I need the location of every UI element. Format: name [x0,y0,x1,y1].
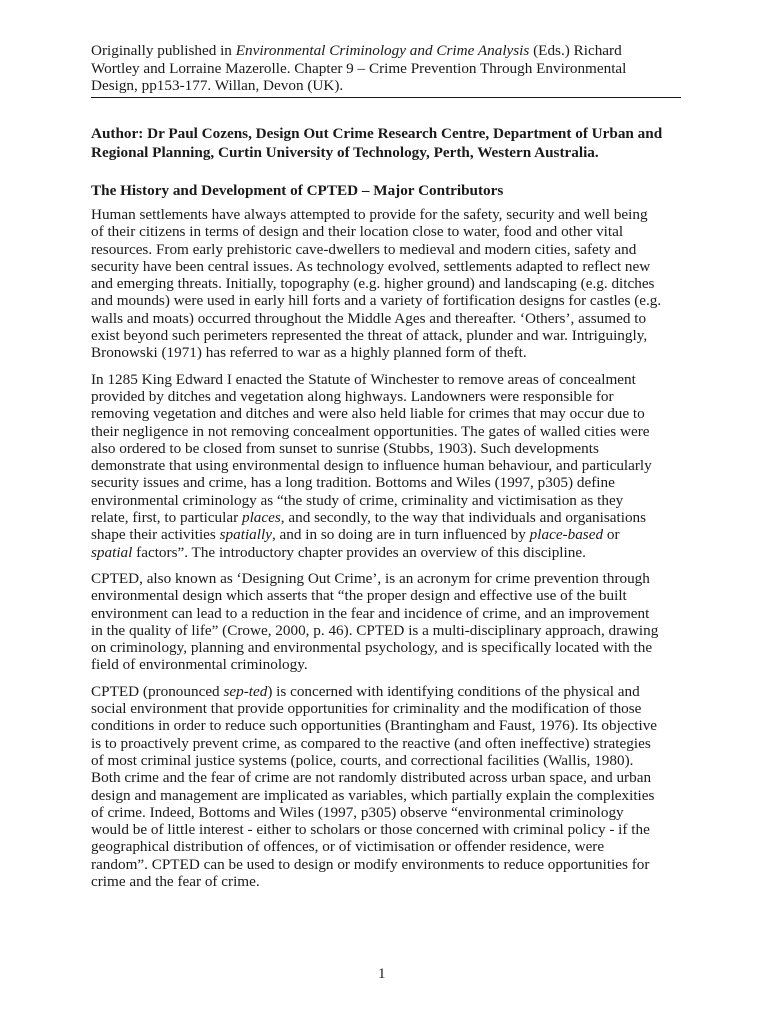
text-line: CPTED (pronounced sep-ted) is concerned with identifying conditions of the physical and [91,682,640,700]
emphasis: places [241,509,281,527]
header-line: Design, pp153-177. Willan, Devon (UK). [91,77,344,95]
text-line: and emerging threats. Initially, topography (e.g. higher ground) and landscaping (e.g. ditches [91,275,655,293]
emphasis: place-based [529,526,604,544]
body-text [91,206,686,890]
text-line: also ordered to be closed from sunset to sunrise (Stubbs, 1903). Such developments [91,439,599,457]
publication-header [91,42,681,98]
text-line: of most criminal justice systems (police, courts, and correctional facilities (Wallis, 1980). [91,751,634,769]
text-line: security have been central issues. As technology evolved, settlements adapted to reflect new [91,257,651,275]
text-line: In 1285 King Edward I enacted the Statute of Winchester to remove areas of concealment [91,370,636,388]
section-heading: The History and Development of CPTED – Major Contributors [91,182,504,199]
text-line: on criminology, planning and environmental psychology, and is specifically located with the [91,639,653,657]
paragraph-2 [91,371,686,561]
emphasis: spatial [91,543,133,561]
paragraph-4 [91,683,686,891]
text-line: spatial factors”. The introductory chapter provides an overview of this discipline. [91,543,586,561]
text-line: and mounds) were used in early hill forts and a variety of fortification designs for castles (e.g. [91,292,662,310]
text-line: Bronowski (1971) has referred to war as a highly planned form of theft. [91,344,527,362]
author-line: Author: Dr Paul Cozens, Design Out Crime Research Centre, Department of Urban and [91,125,663,142]
text-line: security issues and crime, has a long tradition. Bottoms and Wiles (1997, p305) define [91,474,615,492]
emphasis: sep-ted [223,682,268,700]
text-line: resources. From early prehistoric cave-dwellers to medieval and modern cities, safety and [91,240,637,258]
text-line: is to proactively prevent crime, as compared to the reactive (and often ineffective) strategies [91,734,651,752]
paragraph-1 [91,206,686,362]
text-line: removing vegetation and ditches and were also held liable for crimes that may occur due to [91,405,645,423]
text-line: relate, first, to particular places, and secondly, to the way that individuals and organisations [91,509,647,527]
page-number: 1 [378,966,386,982]
book-title: Environmental Criminology and Crime Analysis [235,42,530,59]
author-line: Regional Planning, Curtin University of Technology, Perth, Western Australia. [91,144,599,161]
text-line: crime and the fear of crime. [91,872,260,890]
text-line: in the quality of life” (Crowe, 2000, p. 46). CPTED is a multi-disciplinary approach, drawing [91,621,659,639]
text-line: walls and moats) occurred throughout the Middle Ages and thereafter. ‘Others’, assumed to [91,309,647,327]
text-line: environmental criminology as “the study of crime, criminality and victimisation as they [91,491,624,509]
text-line: Human settlements have always attempted to provide for the safety, security and well being [91,206,648,223]
text-line: would be of little interest - either to scholars or those concerned with criminal policy - if the [91,821,650,839]
text-line: random”. CPTED can be used to design or modify environments to reduce opportunities for [91,855,650,873]
paragraph-3 [91,570,686,674]
text-line: environmental design which asserts that “the proper design and effective use of the built [91,587,627,605]
text-line: field of environmental criminology. [91,656,308,674]
text-line: design and management are implicated as variables, which partially explain the complexities [91,786,655,804]
text-line: conditions in order to reduce such opportunities (Brantingham and Faust, 1976). Its objective [91,717,658,735]
text-line: Both crime and the fear of crime are not randomly distributed across urban space, and urban [91,769,652,787]
text-line: their negligence in not removing concealment opportunities. The gates of walled cities were [91,422,650,440]
text-line: social environment that provide opportunities for criminality and the modification of those [91,700,642,718]
text-line: of their citizens in terms of design and their location close to water, food and other vital [91,223,624,241]
text-line: provided by ditches and vegetation along highways. Landowners were responsible for [91,387,614,405]
text-line: CPTED, also known as ‘Designing Out Crime’, is an acronym for crime prevention through [91,569,650,587]
header-line: Originally published in Environmental Criminology and Crime Analysis (Eds.) Richard [91,42,622,59]
header-line: Wortley and Lorraine Mazerolle. Chapter 9 – Crime Prevention Through Environmental [91,59,627,77]
text-line: demonstrate that using environmental design to influence human behaviour, and particularly [91,457,652,475]
author-block [91,124,691,162]
text-line: of crime. Indeed, Bottoms and Wiles (1997, p305) observe “environmental criminology [91,803,624,821]
emphasis: spatially [219,526,272,544]
text-line: shape their activities spatially, and in so doing are in turn influenced by place-based or [91,526,620,544]
text-line: environment can lead to a reduction in the fear and incidence of crime, and an improvement [91,604,650,622]
text-line: exist beyond such perimeters represented the threat of attack, plunder and war. Intriguingly, [91,327,648,345]
text-line: geographical distribution of offences, or of victimisation or offender residence, were [91,838,605,856]
